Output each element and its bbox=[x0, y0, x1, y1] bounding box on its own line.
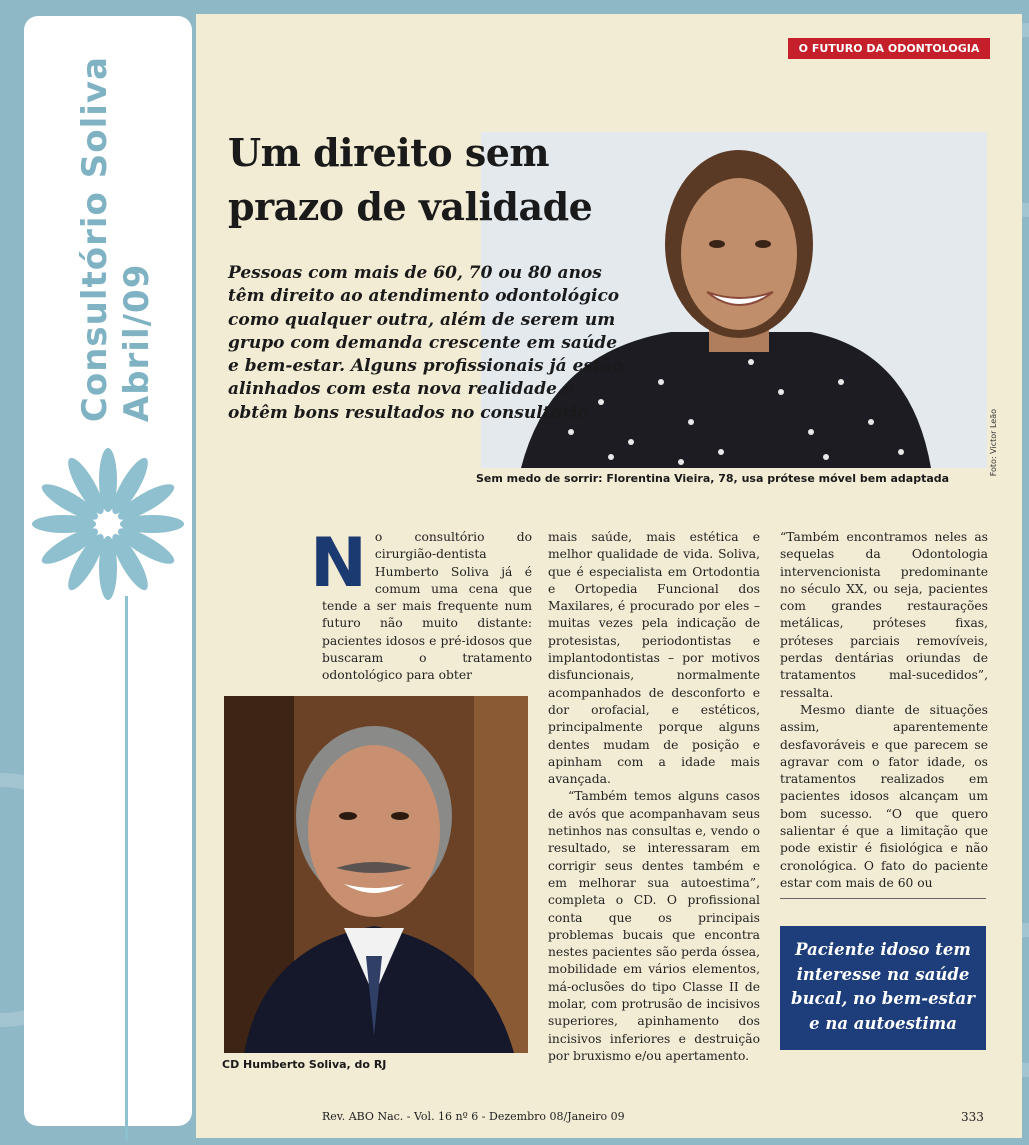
sidebar-brand-name: Consultório Soliva bbox=[75, 56, 115, 423]
section-label: O FUTURO DA ODONTOLOGIA bbox=[788, 38, 990, 59]
dentist-portrait-illustration bbox=[224, 696, 528, 1053]
footer-citation: Rev. ABO Nac. - Vol. 16 nº 6 - Dezembro 08/Janeiro 09 bbox=[322, 1110, 625, 1123]
col2-paragraph-1: mais saúde, mais estética e melhor qualidade de vida. Soliva, que é especialista em Ortodontia e Ortopedia Funcional dos Maxilares, é procurado por eles – muitas vezes pela indicação de protesistas, periodontistas e implantodontistas – por motivos disfuncionais, normalmente acompanhados de desconforto e dor orofacial, e estéticos, principalmente porque alguns dentes mudam de posição e apinham com a idade mais avançada. bbox=[548, 530, 760, 787]
caption-top-photo: Sem medo de sorrir: Florentina Vieira, 78, usa prótese móvel bem adaptada bbox=[476, 472, 950, 485]
col3-paragraph-2: Mesmo diante de situações assim, aparentemente desfavoráveis e que parecem se agravar com o fator idade, os tratamentos realizados em pacientes idosos alcançam um bom sucesso. “O que quero salientar é que a limitação que pode existir é fisiológica e não cronológica. O fato do paciente estar com mais de 60 ou bbox=[780, 702, 988, 890]
drop-cap: N bbox=[310, 524, 367, 603]
photo-credit: Foto: Victor Leão bbox=[989, 409, 998, 477]
sidebar-date: Abril/09 bbox=[117, 263, 157, 423]
lead-paragraph: Pessoas com mais de 60, 70 ou 80 anos têm direito ao atendimento odontológico como qualquer outra, além de serem um grupo com demanda crescente em saúde e bem-estar. Alguns profissionais já estão alinhados com esta nova realidade e obtêm bons resultados no consultório bbox=[228, 263, 624, 423]
headline bbox=[228, 126, 608, 234]
magazine-page bbox=[196, 14, 1022, 1138]
headline-line-2: prazo de validade bbox=[228, 184, 593, 229]
flower-stem bbox=[125, 596, 128, 1141]
page-number: 333 bbox=[961, 1110, 984, 1124]
body-column-2 bbox=[548, 529, 760, 1065]
flower-icon bbox=[30, 446, 186, 602]
sidebar-brand bbox=[74, 56, 158, 422]
body-column-3 bbox=[780, 529, 988, 892]
sidebar-panel bbox=[24, 16, 192, 1126]
pull-quote: Paciente idoso tem interesse na saúde bucal, no bem-estar e na autoestima bbox=[780, 926, 986, 1050]
column-divider-rule bbox=[780, 898, 986, 899]
col2-paragraph-2: “Também temos alguns casos de avós que acompanhavam seus netinhos nas consultas e, vendo o resultado, se interessaram em corrigir seus dentes também e em melhorar sua autoestima”, completa o CD. O profissional conta que os principais problemas bucais que encontra nestes pacientes são perda óssea, mobilidade em vários elementos, má-oclusões do tipo Classe II de molar, com protrusão de incisivos superiores, apinhamento dos incisivos inferiores e destruição por bruxismo e/ou apertamento. bbox=[548, 789, 760, 1063]
caption-dentist-photo: CD Humberto Soliva, do RJ bbox=[222, 1058, 387, 1071]
col1-text: o consultório do cirurgião-dentista Humberto Soliva já é comum uma cena que tende a ser mais frequente num futuro não muito distante: pacientes idosos e pré-idosos que buscaram o tratamento odontológico para obter bbox=[322, 530, 532, 683]
col3-paragraph-1: “Também encontramos neles as sequelas da Odontologia intervencionista predominante no século XX, ou seja, pacientes com grandes restaurações metálicas, próteses fixas, próteses parciais removíveis, perdas dentárias oriundas de tratamentos mal-sucedidos”, ressalta. bbox=[780, 530, 988, 700]
photo-dentist bbox=[224, 696, 528, 1053]
body-column-1 bbox=[310, 524, 532, 685]
headline-line-1: Um direito sem bbox=[228, 130, 550, 175]
